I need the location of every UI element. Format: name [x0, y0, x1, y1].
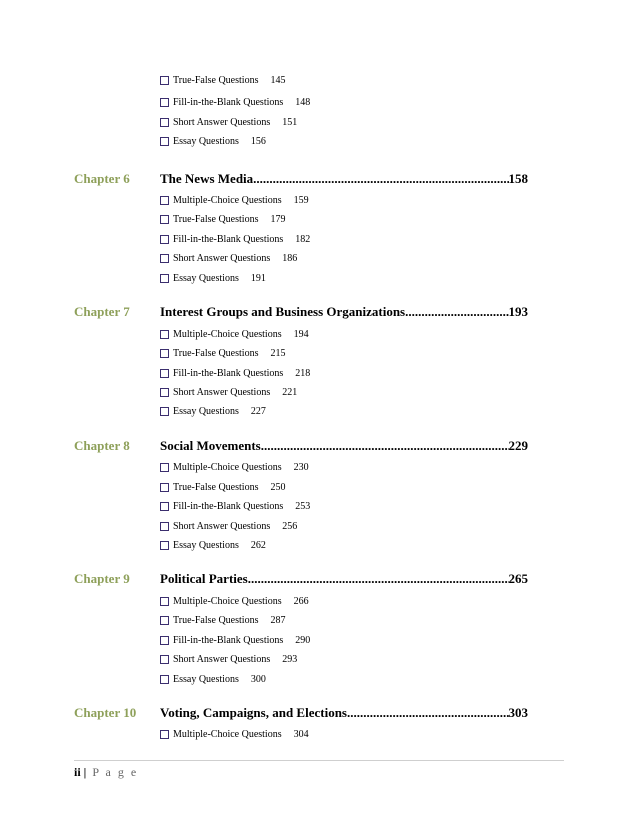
toc-subitem[interactable] [160, 212, 285, 226]
footer-page-number: ii [74, 765, 81, 779]
dot-leader [253, 170, 508, 188]
toc-subitem[interactable] [160, 460, 309, 474]
subitem-label: True-False Questions [173, 213, 259, 225]
toc-subitem[interactable] [160, 727, 309, 741]
toc-subitem[interactable] [160, 499, 310, 513]
subitem-page: 256 [282, 520, 298, 532]
subitem-page: 293 [282, 653, 298, 665]
chapter-entry[interactable] [160, 170, 528, 188]
checkbox-icon [160, 463, 169, 472]
chapter-label: Chapter 6 [74, 171, 130, 186]
subitem-label: Short Answer Questions [173, 520, 271, 532]
subitem-page: 191 [250, 272, 266, 284]
subitem-label: Fill-in-the-Blank Questions [173, 96, 284, 108]
checkbox-icon [160, 235, 169, 244]
dot-leader [347, 704, 509, 722]
subitem-label: Multiple-Choice Questions [173, 194, 282, 206]
subitem-label: Fill-in-the-Blank Questions [173, 367, 284, 379]
toc-subitem[interactable] [160, 366, 310, 380]
subitem-label: Essay Questions [173, 673, 239, 685]
toc-subitem[interactable] [160, 385, 297, 399]
toc-subitem[interactable] [160, 652, 297, 666]
subitem-label: Short Answer Questions [173, 116, 271, 128]
checkbox-icon [160, 407, 169, 416]
chapter-entry[interactable] [160, 570, 528, 588]
checkbox-icon [160, 597, 169, 606]
subitem-page: 287 [270, 614, 286, 626]
subitem-page: 159 [293, 194, 309, 206]
checkbox-icon [160, 254, 169, 263]
subitem-page: 262 [250, 539, 266, 551]
chapter-title: Interest Groups and Business Organizations [160, 304, 406, 319]
checkbox-icon [160, 137, 169, 146]
dot-leader [261, 437, 509, 455]
checkbox-icon [160, 349, 169, 358]
footer-separator: | [83, 765, 87, 779]
checkbox-icon [160, 522, 169, 531]
subitem-page: 290 [295, 634, 311, 646]
footer-rule [74, 760, 564, 761]
checkbox-icon [160, 76, 169, 85]
toc-subitem[interactable] [160, 538, 266, 552]
chapter-label: Chapter 10 [74, 705, 137, 720]
subitem-page: 250 [270, 481, 286, 493]
checkbox-icon [160, 369, 169, 378]
subitem-page: 230 [293, 461, 309, 473]
toc-subitem[interactable] [160, 346, 285, 360]
subitem-page: 218 [295, 367, 311, 379]
checkbox-icon [160, 118, 169, 127]
subitem-label: Essay Questions [173, 272, 239, 284]
subitem-page: 253 [295, 500, 311, 512]
checkbox-icon [160, 98, 169, 107]
chapter-page: 193 [508, 304, 528, 319]
subitem-page: 186 [282, 252, 298, 264]
toc-subitem[interactable] [160, 115, 297, 129]
chapter-page: 158 [508, 171, 528, 186]
subitem-page: 151 [282, 116, 298, 128]
chapter-title: Social Movements [160, 438, 261, 453]
toc-subitem[interactable] [160, 404, 266, 418]
subitem-label: True-False Questions [173, 481, 259, 493]
subitem-page: 300 [250, 673, 266, 685]
subitem-label: Fill-in-the-Blank Questions [173, 500, 284, 512]
checkbox-icon [160, 215, 169, 224]
checkbox-icon [160, 730, 169, 739]
subitem-page: 145 [270, 74, 286, 86]
subitem-label: Short Answer Questions [173, 653, 271, 665]
checkbox-icon [160, 483, 169, 492]
toc-subitem[interactable] [160, 480, 285, 494]
subitem-page: 221 [282, 386, 298, 398]
footer-page-word: P a g e [92, 765, 139, 779]
subitem-label: Fill-in-the-Blank Questions [173, 634, 284, 646]
subitem-label: True-False Questions [173, 74, 259, 86]
subitem-page: 227 [250, 405, 266, 417]
toc-subitem[interactable] [160, 251, 297, 265]
subitem-label: True-False Questions [173, 347, 259, 359]
toc-subitem[interactable] [160, 594, 309, 608]
chapter-entry[interactable] [160, 303, 528, 321]
chapter-page: 265 [508, 571, 528, 586]
checkbox-icon [160, 636, 169, 645]
dot-leader [405, 303, 508, 321]
checkbox-icon [160, 616, 169, 625]
subitem-label: Essay Questions [173, 405, 239, 417]
subitem-page: 304 [293, 728, 309, 740]
subitem-label: Short Answer Questions [173, 252, 271, 264]
subitem-label: Essay Questions [173, 135, 239, 147]
toc-subitem[interactable] [160, 95, 310, 109]
toc-subitem[interactable] [160, 633, 310, 647]
chapter-page: 303 [508, 705, 528, 720]
chapter-page: 229 [508, 438, 528, 453]
subitem-label: Essay Questions [173, 539, 239, 551]
toc-subitem[interactable] [160, 193, 309, 207]
toc-subitem[interactable] [160, 134, 266, 148]
checkbox-icon [160, 196, 169, 205]
checkbox-icon [160, 274, 169, 283]
checkbox-icon [160, 675, 169, 684]
subitem-page: 194 [293, 328, 309, 340]
toc-subitem[interactable] [160, 672, 266, 686]
page-footer [74, 764, 138, 780]
subitem-page: 179 [270, 213, 286, 225]
subitem-label: True-False Questions [173, 614, 259, 626]
subitem-label: Multiple-Choice Questions [173, 595, 282, 607]
dot-leader [248, 570, 509, 588]
toc-subitem[interactable] [160, 613, 285, 627]
checkbox-icon [160, 330, 169, 339]
toc-subitem[interactable] [160, 519, 297, 533]
subitem-label: Multiple-Choice Questions [173, 328, 282, 340]
subitem-label: Fill-in-the-Blank Questions [173, 233, 284, 245]
subitem-page: 266 [293, 595, 309, 607]
chapter-label: Chapter 9 [74, 571, 130, 586]
chapter-entry[interactable] [160, 437, 528, 455]
subitem-label: Multiple-Choice Questions [173, 728, 282, 740]
toc-subitem[interactable] [160, 232, 310, 246]
chapter-label: Chapter 7 [74, 304, 130, 319]
subitem-label: Short Answer Questions [173, 386, 271, 398]
subitem-page: 215 [270, 347, 286, 359]
checkbox-icon [160, 502, 169, 511]
toc-subitem[interactable] [160, 73, 285, 87]
subitem-label: Multiple-Choice Questions [173, 461, 282, 473]
chapter-title: Political Parties [160, 571, 248, 586]
checkbox-icon [160, 388, 169, 397]
subitem-page: 182 [295, 233, 311, 245]
subitem-page: 148 [295, 96, 311, 108]
checkbox-icon [160, 655, 169, 664]
checkbox-icon [160, 541, 169, 550]
subitem-page: 156 [250, 135, 266, 147]
chapter-entry[interactable] [160, 704, 528, 722]
chapter-title: Voting, Campaigns, and Elections [160, 705, 347, 720]
toc-subitem[interactable] [160, 327, 309, 341]
chapter-title: The News Media [160, 171, 254, 186]
chapter-label: Chapter 8 [74, 438, 130, 453]
toc-subitem[interactable] [160, 271, 266, 285]
